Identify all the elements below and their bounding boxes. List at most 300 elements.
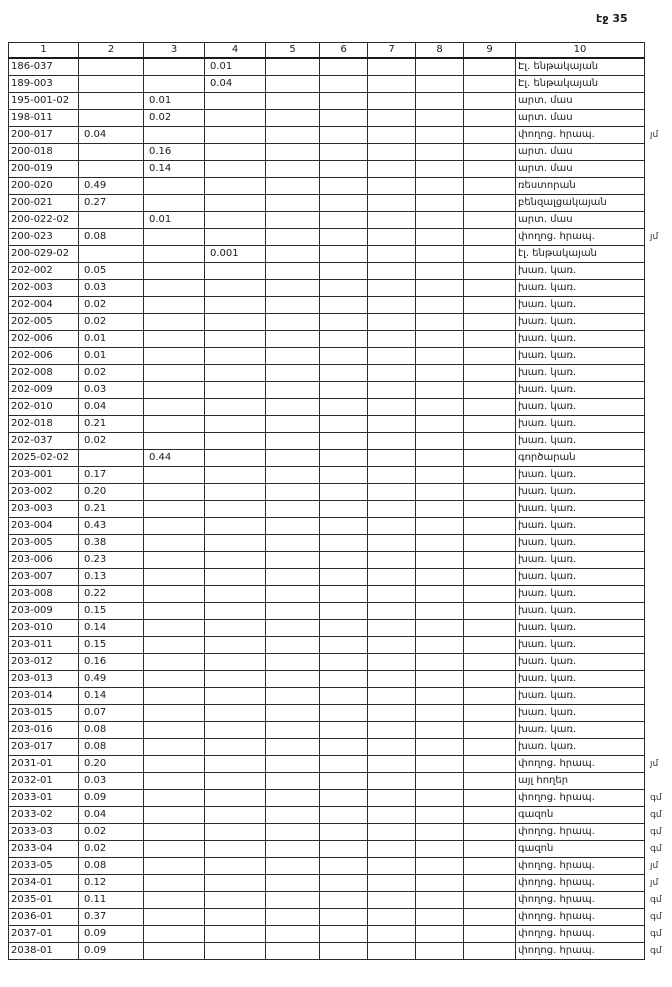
parcel-code-cell: 2031-01 — [9, 756, 79, 773]
margin-mark: գմ — [650, 809, 662, 820]
area-cell-col-8 — [416, 467, 464, 484]
area-cell-col-3 — [144, 297, 205, 314]
area-cell-col-9 — [464, 127, 516, 144]
area-cell-col-8 — [416, 484, 464, 501]
column-header-2: 2 — [79, 43, 144, 59]
area-cell-col-9 — [464, 212, 516, 229]
table-row — [9, 399, 645, 416]
area-cell-col-6 — [320, 263, 368, 280]
area-cell-col-9 — [464, 501, 516, 518]
area-cell-col-4 — [205, 620, 266, 637]
area-cell-col-7 — [368, 501, 416, 518]
land-use-cell: խառ. կառ. — [516, 688, 645, 705]
area-cell-col-5 — [266, 569, 320, 586]
margin-mark: յմ — [650, 758, 659, 769]
area-cell-col-2: 0.09 — [79, 790, 144, 807]
table-row — [9, 501, 645, 518]
area-cell-col-6 — [320, 195, 368, 212]
area-cell-col-6 — [320, 943, 368, 960]
parcel-code-cell: 200-018 — [9, 144, 79, 161]
area-cell-col-2: 0.37 — [79, 909, 144, 926]
parcel-code-cell: 200-021 — [9, 195, 79, 212]
table-row — [9, 926, 645, 943]
area-cell-col-7 — [368, 671, 416, 688]
area-cell-col-7 — [368, 144, 416, 161]
area-cell-col-2: 0.14 — [79, 688, 144, 705]
area-cell-col-4 — [205, 161, 266, 178]
table-row — [9, 229, 645, 246]
area-cell-col-2: 0.23 — [79, 552, 144, 569]
area-cell-col-3: 0.44 — [144, 450, 205, 467]
area-cell-col-9 — [464, 943, 516, 960]
area-cell-col-7 — [368, 58, 416, 76]
area-cell-col-2 — [79, 450, 144, 467]
table-row — [9, 841, 645, 858]
area-cell-col-7 — [368, 909, 416, 926]
parcel-code-cell: 2036-01 — [9, 909, 79, 926]
area-cell-col-6 — [320, 909, 368, 926]
parcel-code-cell: 202-006 — [9, 348, 79, 365]
table-row — [9, 331, 645, 348]
area-cell-col-9 — [464, 58, 516, 76]
area-cell-col-6 — [320, 705, 368, 722]
area-cell-col-6 — [320, 58, 368, 76]
area-cell-col-2: 0.08 — [79, 229, 144, 246]
area-cell-col-7 — [368, 739, 416, 756]
area-cell-col-5 — [266, 586, 320, 603]
area-cell-col-9 — [464, 314, 516, 331]
area-cell-col-8 — [416, 824, 464, 841]
area-cell-col-8 — [416, 382, 464, 399]
area-cell-col-8 — [416, 76, 464, 93]
area-cell-col-8 — [416, 892, 464, 909]
parcel-code-cell: 202-002 — [9, 263, 79, 280]
area-cell-col-6 — [320, 382, 368, 399]
land-use-cell: խառ. կառ. — [516, 331, 645, 348]
table-row — [9, 314, 645, 331]
area-cell-col-7 — [368, 620, 416, 637]
area-cell-col-8 — [416, 93, 464, 110]
table-row — [9, 756, 645, 773]
land-use-cell: էլ. ենթակայան — [516, 246, 645, 263]
area-cell-col-2 — [79, 161, 144, 178]
area-cell-col-3 — [144, 314, 205, 331]
area-cell-col-5 — [266, 875, 320, 892]
area-cell-col-5 — [266, 535, 320, 552]
area-cell-col-2 — [79, 212, 144, 229]
area-cell-col-4 — [205, 263, 266, 280]
area-cell-col-8 — [416, 297, 464, 314]
area-cell-col-4 — [205, 569, 266, 586]
area-cell-col-3 — [144, 246, 205, 263]
area-cell-col-7 — [368, 76, 416, 93]
land-use-cell: փողոց. հրապ. — [516, 892, 645, 909]
margin-mark: գմ — [650, 792, 662, 803]
area-cell-col-6 — [320, 892, 368, 909]
area-cell-col-9 — [464, 569, 516, 586]
area-cell-col-9 — [464, 450, 516, 467]
area-cell-col-4 — [205, 586, 266, 603]
area-cell-col-6 — [320, 824, 368, 841]
area-cell-col-4 — [205, 314, 266, 331]
land-use-cell: խառ. կառ. — [516, 620, 645, 637]
table-row — [9, 773, 645, 790]
table-row — [9, 654, 645, 671]
area-cell-col-2: 0.15 — [79, 637, 144, 654]
parcel-code-cell: 189-003 — [9, 76, 79, 93]
area-cell-col-2: 0.21 — [79, 416, 144, 433]
area-cell-col-3 — [144, 76, 205, 93]
area-cell-col-7 — [368, 467, 416, 484]
parcel-code-cell: 2033-02 — [9, 807, 79, 824]
parcel-code-cell: 2035-01 — [9, 892, 79, 909]
land-use-cell: փողոց. հրապ. — [516, 909, 645, 926]
area-cell-col-3 — [144, 603, 205, 620]
area-cell-col-7 — [368, 518, 416, 535]
parcel-code-cell: 202-018 — [9, 416, 79, 433]
area-cell-col-9 — [464, 909, 516, 926]
area-cell-col-7 — [368, 178, 416, 195]
area-cell-col-7 — [368, 399, 416, 416]
table-row — [9, 246, 645, 263]
area-cell-col-7 — [368, 195, 416, 212]
area-cell-col-3 — [144, 926, 205, 943]
column-header-6: 6 — [320, 43, 368, 59]
area-cell-col-2 — [79, 58, 144, 76]
area-cell-col-4 — [205, 280, 266, 297]
area-cell-col-6 — [320, 620, 368, 637]
area-cell-col-5 — [266, 93, 320, 110]
area-cell-col-4 — [205, 484, 266, 501]
parcel-code-cell: 202-005 — [9, 314, 79, 331]
area-cell-col-7 — [368, 246, 416, 263]
column-header-7: 7 — [368, 43, 416, 59]
table-row — [9, 433, 645, 450]
parcel-code-cell: 186-037 — [9, 58, 79, 76]
area-cell-col-8 — [416, 688, 464, 705]
table-row — [9, 280, 645, 297]
area-cell-col-9 — [464, 195, 516, 212]
area-cell-col-9 — [464, 654, 516, 671]
area-cell-col-8 — [416, 144, 464, 161]
land-use-cell: փողոց. հրապ. — [516, 824, 645, 841]
area-cell-col-5 — [266, 892, 320, 909]
area-cell-col-8 — [416, 161, 464, 178]
area-cell-col-5 — [266, 297, 320, 314]
area-cell-col-9 — [464, 416, 516, 433]
area-cell-col-5 — [266, 314, 320, 331]
table-row — [9, 297, 645, 314]
table-row — [9, 875, 645, 892]
area-cell-col-5 — [266, 926, 320, 943]
area-cell-col-4 — [205, 858, 266, 875]
area-cell-col-9 — [464, 671, 516, 688]
parcel-code-cell: 200-029-02 — [9, 246, 79, 263]
area-cell-col-5 — [266, 722, 320, 739]
table-row — [9, 484, 645, 501]
area-cell-col-3 — [144, 484, 205, 501]
area-cell-col-9 — [464, 382, 516, 399]
parcel-code-cell: 2033-01 — [9, 790, 79, 807]
parcel-code-cell: 203-013 — [9, 671, 79, 688]
land-use-cell: խառ. կառ. — [516, 416, 645, 433]
table-row — [9, 416, 645, 433]
area-cell-col-5 — [266, 603, 320, 620]
land-use-cell: խառ. կառ. — [516, 467, 645, 484]
area-cell-col-7 — [368, 569, 416, 586]
area-cell-col-5 — [266, 773, 320, 790]
parcel-code-cell: 2032-01 — [9, 773, 79, 790]
land-use-cell: խառ. կառ. — [516, 501, 645, 518]
land-use-cell: արտ. մաս — [516, 144, 645, 161]
area-cell-col-9 — [464, 875, 516, 892]
land-use-cell: բենզալցակայան — [516, 195, 645, 212]
area-cell-col-8 — [416, 58, 464, 76]
table-row — [9, 552, 645, 569]
table-row — [9, 909, 645, 926]
area-cell-col-4 — [205, 399, 266, 416]
parcel-code-cell: 203-010 — [9, 620, 79, 637]
area-cell-col-8 — [416, 195, 464, 212]
column-header-9: 9 — [464, 43, 516, 59]
land-use-cell: խառ. կառ. — [516, 671, 645, 688]
area-cell-col-6 — [320, 671, 368, 688]
area-cell-col-9 — [464, 637, 516, 654]
area-cell-col-5 — [266, 739, 320, 756]
parcel-code-cell: 202-008 — [9, 365, 79, 382]
parcel-code-cell: 2033-03 — [9, 824, 79, 841]
area-cell-col-9 — [464, 773, 516, 790]
area-cell-col-3 — [144, 875, 205, 892]
area-cell-col-4 — [205, 654, 266, 671]
area-cell-col-2 — [79, 93, 144, 110]
area-cell-col-2: 0.01 — [79, 348, 144, 365]
area-cell-col-3 — [144, 739, 205, 756]
area-cell-col-3 — [144, 467, 205, 484]
area-cell-col-5 — [266, 178, 320, 195]
area-cell-col-6 — [320, 76, 368, 93]
margin-mark: յմ — [650, 129, 659, 140]
area-cell-col-7 — [368, 433, 416, 450]
table-row — [9, 688, 645, 705]
land-use-cell: խառ. կառ. — [516, 365, 645, 382]
land-use-cell: փողոց. հրապ. — [516, 858, 645, 875]
area-cell-col-8 — [416, 739, 464, 756]
parcel-code-cell: 203-007 — [9, 569, 79, 586]
page-number: էջ 35 — [596, 12, 628, 25]
area-cell-col-6 — [320, 756, 368, 773]
area-cell-col-6 — [320, 875, 368, 892]
area-cell-col-5 — [266, 756, 320, 773]
area-cell-col-8 — [416, 926, 464, 943]
area-cell-col-8 — [416, 212, 464, 229]
area-cell-col-2: 0.08 — [79, 739, 144, 756]
table-row — [9, 195, 645, 212]
land-use-cell: այլ հողեր — [516, 773, 645, 790]
parcel-code-cell: 195-001-02 — [9, 93, 79, 110]
area-cell-col-5 — [266, 790, 320, 807]
area-cell-col-6 — [320, 552, 368, 569]
area-cell-col-5 — [266, 841, 320, 858]
area-cell-col-7 — [368, 586, 416, 603]
area-cell-col-3 — [144, 654, 205, 671]
area-cell-col-2: 0.16 — [79, 654, 144, 671]
margin-mark: յմ — [650, 877, 659, 888]
area-cell-col-8 — [416, 943, 464, 960]
area-cell-col-6 — [320, 569, 368, 586]
area-cell-col-8 — [416, 246, 464, 263]
area-cell-col-2: 0.04 — [79, 807, 144, 824]
area-cell-col-3 — [144, 756, 205, 773]
area-cell-col-8 — [416, 756, 464, 773]
area-cell-col-5 — [266, 909, 320, 926]
area-cell-col-8 — [416, 365, 464, 382]
parcel-code-cell: 200-022-02 — [9, 212, 79, 229]
parcel-code-cell: 203-014 — [9, 688, 79, 705]
table-row — [9, 161, 645, 178]
area-cell-col-6 — [320, 739, 368, 756]
area-cell-col-5 — [266, 280, 320, 297]
area-cell-col-9 — [464, 144, 516, 161]
area-cell-col-7 — [368, 450, 416, 467]
area-cell-col-5 — [266, 807, 320, 824]
area-cell-col-8 — [416, 314, 464, 331]
parcel-code-cell: 200-023 — [9, 229, 79, 246]
area-cell-col-7 — [368, 722, 416, 739]
area-cell-col-7 — [368, 875, 416, 892]
area-cell-col-5 — [266, 433, 320, 450]
parcel-code-cell: 200-020 — [9, 178, 79, 195]
area-cell-col-6 — [320, 161, 368, 178]
area-cell-col-2: 0.38 — [79, 535, 144, 552]
land-use-cell: փողոց. հրապ. — [516, 127, 645, 144]
area-cell-col-2: 0.09 — [79, 926, 144, 943]
area-cell-col-3 — [144, 637, 205, 654]
table-row — [9, 450, 645, 467]
area-cell-col-9 — [464, 178, 516, 195]
area-cell-col-7 — [368, 297, 416, 314]
table-row — [9, 892, 645, 909]
area-cell-col-8 — [416, 909, 464, 926]
land-use-cell: խառ. կառ. — [516, 399, 645, 416]
area-cell-col-7 — [368, 127, 416, 144]
land-use-cell: արտ. մաս — [516, 212, 645, 229]
area-cell-col-4 — [205, 807, 266, 824]
area-cell-col-9 — [464, 824, 516, 841]
land-use-cell: արտ. մաս — [516, 161, 645, 178]
table-row — [9, 620, 645, 637]
area-cell-col-4 — [205, 178, 266, 195]
table-row — [9, 858, 645, 875]
area-cell-col-6 — [320, 926, 368, 943]
area-cell-col-6 — [320, 331, 368, 348]
area-cell-col-6 — [320, 433, 368, 450]
area-cell-col-2: 0.12 — [79, 875, 144, 892]
parcel-code-cell: 203-006 — [9, 552, 79, 569]
table-row — [9, 790, 645, 807]
land-use-cell: խառ. կառ. — [516, 280, 645, 297]
parcel-code-cell: 203-016 — [9, 722, 79, 739]
area-cell-col-3 — [144, 824, 205, 841]
land-use-cell: խառ. կառ. — [516, 705, 645, 722]
parcel-code-cell: 203-003 — [9, 501, 79, 518]
area-cell-col-8 — [416, 603, 464, 620]
area-cell-col-4 — [205, 824, 266, 841]
area-cell-col-3 — [144, 195, 205, 212]
area-cell-col-7 — [368, 654, 416, 671]
area-cell-col-4 — [205, 841, 266, 858]
parcel-code-cell: 202-037 — [9, 433, 79, 450]
margin-mark: գմ — [650, 826, 662, 837]
area-cell-col-6 — [320, 722, 368, 739]
area-cell-col-7 — [368, 484, 416, 501]
area-cell-col-4 — [205, 773, 266, 790]
area-cell-col-8 — [416, 501, 464, 518]
area-cell-col-5 — [266, 552, 320, 569]
area-cell-col-2: 0.09 — [79, 943, 144, 960]
parcel-code-cell: 203-017 — [9, 739, 79, 756]
parcel-code-cell: 202-009 — [9, 382, 79, 399]
area-cell-col-7 — [368, 365, 416, 382]
area-cell-col-9 — [464, 688, 516, 705]
area-cell-col-3 — [144, 229, 205, 246]
area-cell-col-2: 0.13 — [79, 569, 144, 586]
area-cell-col-5 — [266, 348, 320, 365]
area-cell-col-6 — [320, 586, 368, 603]
area-cell-col-9 — [464, 484, 516, 501]
area-cell-col-4 — [205, 501, 266, 518]
area-cell-col-4 — [205, 144, 266, 161]
table-row — [9, 348, 645, 365]
area-cell-col-3 — [144, 433, 205, 450]
column-header-3: 3 — [144, 43, 205, 59]
area-cell-col-7 — [368, 552, 416, 569]
area-cell-col-8 — [416, 722, 464, 739]
area-cell-col-8 — [416, 637, 464, 654]
area-cell-col-5 — [266, 110, 320, 127]
area-cell-col-9 — [464, 280, 516, 297]
area-cell-col-2: 0.14 — [79, 620, 144, 637]
area-cell-col-4 — [205, 382, 266, 399]
area-cell-col-5 — [266, 331, 320, 348]
area-cell-col-3 — [144, 348, 205, 365]
area-cell-col-6 — [320, 603, 368, 620]
area-cell-col-9 — [464, 620, 516, 637]
area-cell-col-5 — [266, 688, 320, 705]
area-cell-col-3 — [144, 178, 205, 195]
table-row — [9, 518, 645, 535]
parcel-code-cell: 202-010 — [9, 399, 79, 416]
table-row — [9, 58, 645, 76]
area-cell-col-6 — [320, 246, 368, 263]
parcel-code-cell: 202-006 — [9, 331, 79, 348]
land-use-cell: փողոց. հրապ. — [516, 229, 645, 246]
area-cell-col-5 — [266, 212, 320, 229]
area-cell-col-9 — [464, 348, 516, 365]
area-cell-col-2: 0.15 — [79, 603, 144, 620]
area-cell-col-3 — [144, 58, 205, 76]
area-cell-col-5 — [266, 943, 320, 960]
area-cell-col-3 — [144, 365, 205, 382]
table-row — [9, 467, 645, 484]
area-cell-col-6 — [320, 348, 368, 365]
area-cell-col-4 — [205, 552, 266, 569]
table-row — [9, 144, 645, 161]
margin-mark: գմ — [650, 928, 662, 939]
land-use-cell: խառ. կառ. — [516, 484, 645, 501]
area-cell-col-7 — [368, 790, 416, 807]
parcel-code-cell: 203-005 — [9, 535, 79, 552]
